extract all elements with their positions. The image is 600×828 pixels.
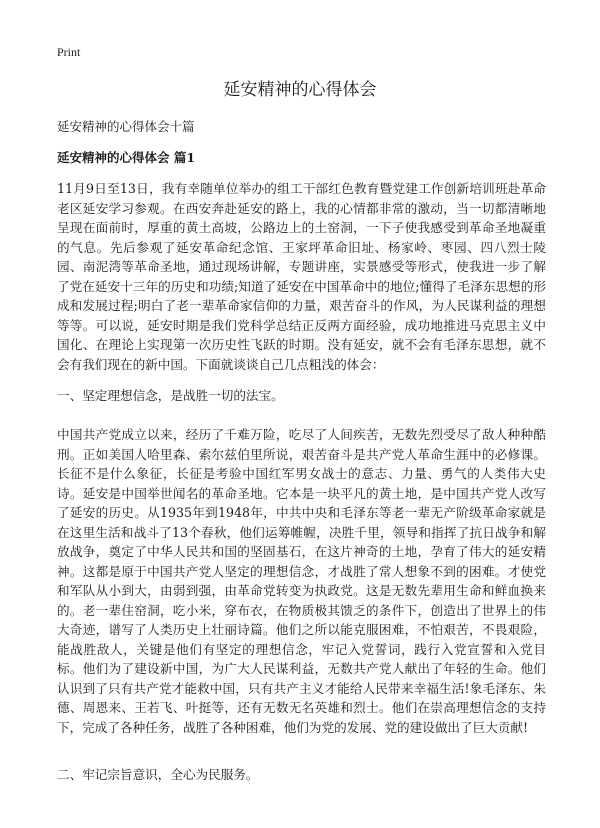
paragraph-ideals: 中国共产党成立以来，经历了千难万险，吃尽了人间疾苦，无数先烈受尽了敌人种种酷刑。正如美国人哈里森、索尔兹伯里所说，艰苦奋斗是共产党人革命生涯中的必修课。长征不是什么象征，长征是考验中国红军男女战士的意志、力量、勇气的人类伟大史诗。延安是中国举世闻名的革命圣地。它本是一块平凡的黄土地，是中国共产党人改写了延安的历史。从1935年到1948年，中共中央和毛泽东等老一辈无产阶级革命家就是在这里生活和战斗了13个春秋，他们运筹帷幄，决胜千里，领导和指挥了抗日战争和解放战争，奠定了中华人民共和国的坚固基石，在这片神奇的土地，孕育了伟大的延安精神。这都是原于中国共产党人坚定的理想信念，才战胜了常人想象不到的困难。才使党和军队从小到大，由弱到强，由革命党转变为执政党。这是无数先辈用生命和鲜血换来的。老一辈住窑洞，吃小米，穿布衣，在物质极其馈乏的条件下，创造出了世界上的伟大奇迹，谱写了人类历史上壮丽诗篇。他们之所以能克服困难，不怕艰苦，不畏艰险，能战胜敌人，关键是他们有坚定的理想信念，牢记入党誓词，践行入党宣誓和入党目标。他们为了建设新中国，为广大人民谋利益，无数共产党人献出了年轻的生命。他们认识到了只有共产党才能救中国，只有共产主义才能给人民带来幸福生活!象毛泽东、朱德、周恩来、王若飞、叶挺等，还有无数无名英雄和烈士。他们在崇高理想信念的支持下，完成了各种任务，战胜了各种困难，他们为党的发展、党的建设做出了巨大贡献! bbox=[57, 427, 546, 735]
document-subtitle: 延安精神的心得体会十篇 bbox=[57, 119, 195, 134]
document-title: 延安精神的心得体会 bbox=[223, 80, 377, 100]
paragraph-intro: 11月9日至13日，我有幸随单位举办的组工干部红色教育暨党建工作创新培训班赴革命老区延安学习参观。在西安奔赴延安的路上，我的心情都非常的激动，当一切都清晰地呈现在面前时，厚重的黄土高坡，公路边上的土窑洞，一下子使我感受到革命圣地凝重的气息。先后参观了延安革命纪念馆、王家坪革命旧址、杨家岭、枣园、四八烈士陵园、南泥湾等革命圣地，通过现场讲解，专题讲座，实景感受等形式，使我进一步了解了党在延安十三年的历史和功绩;知道了延安在中国革命中的地位;懂得了毛泽东思想的形成和发展过程;明白了老一辈革命家信仰的力量，艰苦奋斗的作风，为人民谋利益的理想等等。可以说，延安时期是我们党科学总结正反两方面经验，成功地推进马克思主义中国化、在理论上实现第一次历史性飞跃的时期。没有延安，就不会有毛泽东思想，就不会有我们现在的新中国。下面就谈谈自己几点粗浅的体会： bbox=[57, 181, 546, 372]
subheading-ideals: 一、坚定理想信念，是战胜一切的法宝。 bbox=[57, 388, 284, 403]
print-link[interactable]: Print bbox=[57, 45, 81, 59]
section-heading: 延安精神的心得体会 篇1 bbox=[57, 150, 196, 165]
subheading-purpose: 二、牢记宗旨意识，全心为民服务。 bbox=[57, 767, 259, 782]
